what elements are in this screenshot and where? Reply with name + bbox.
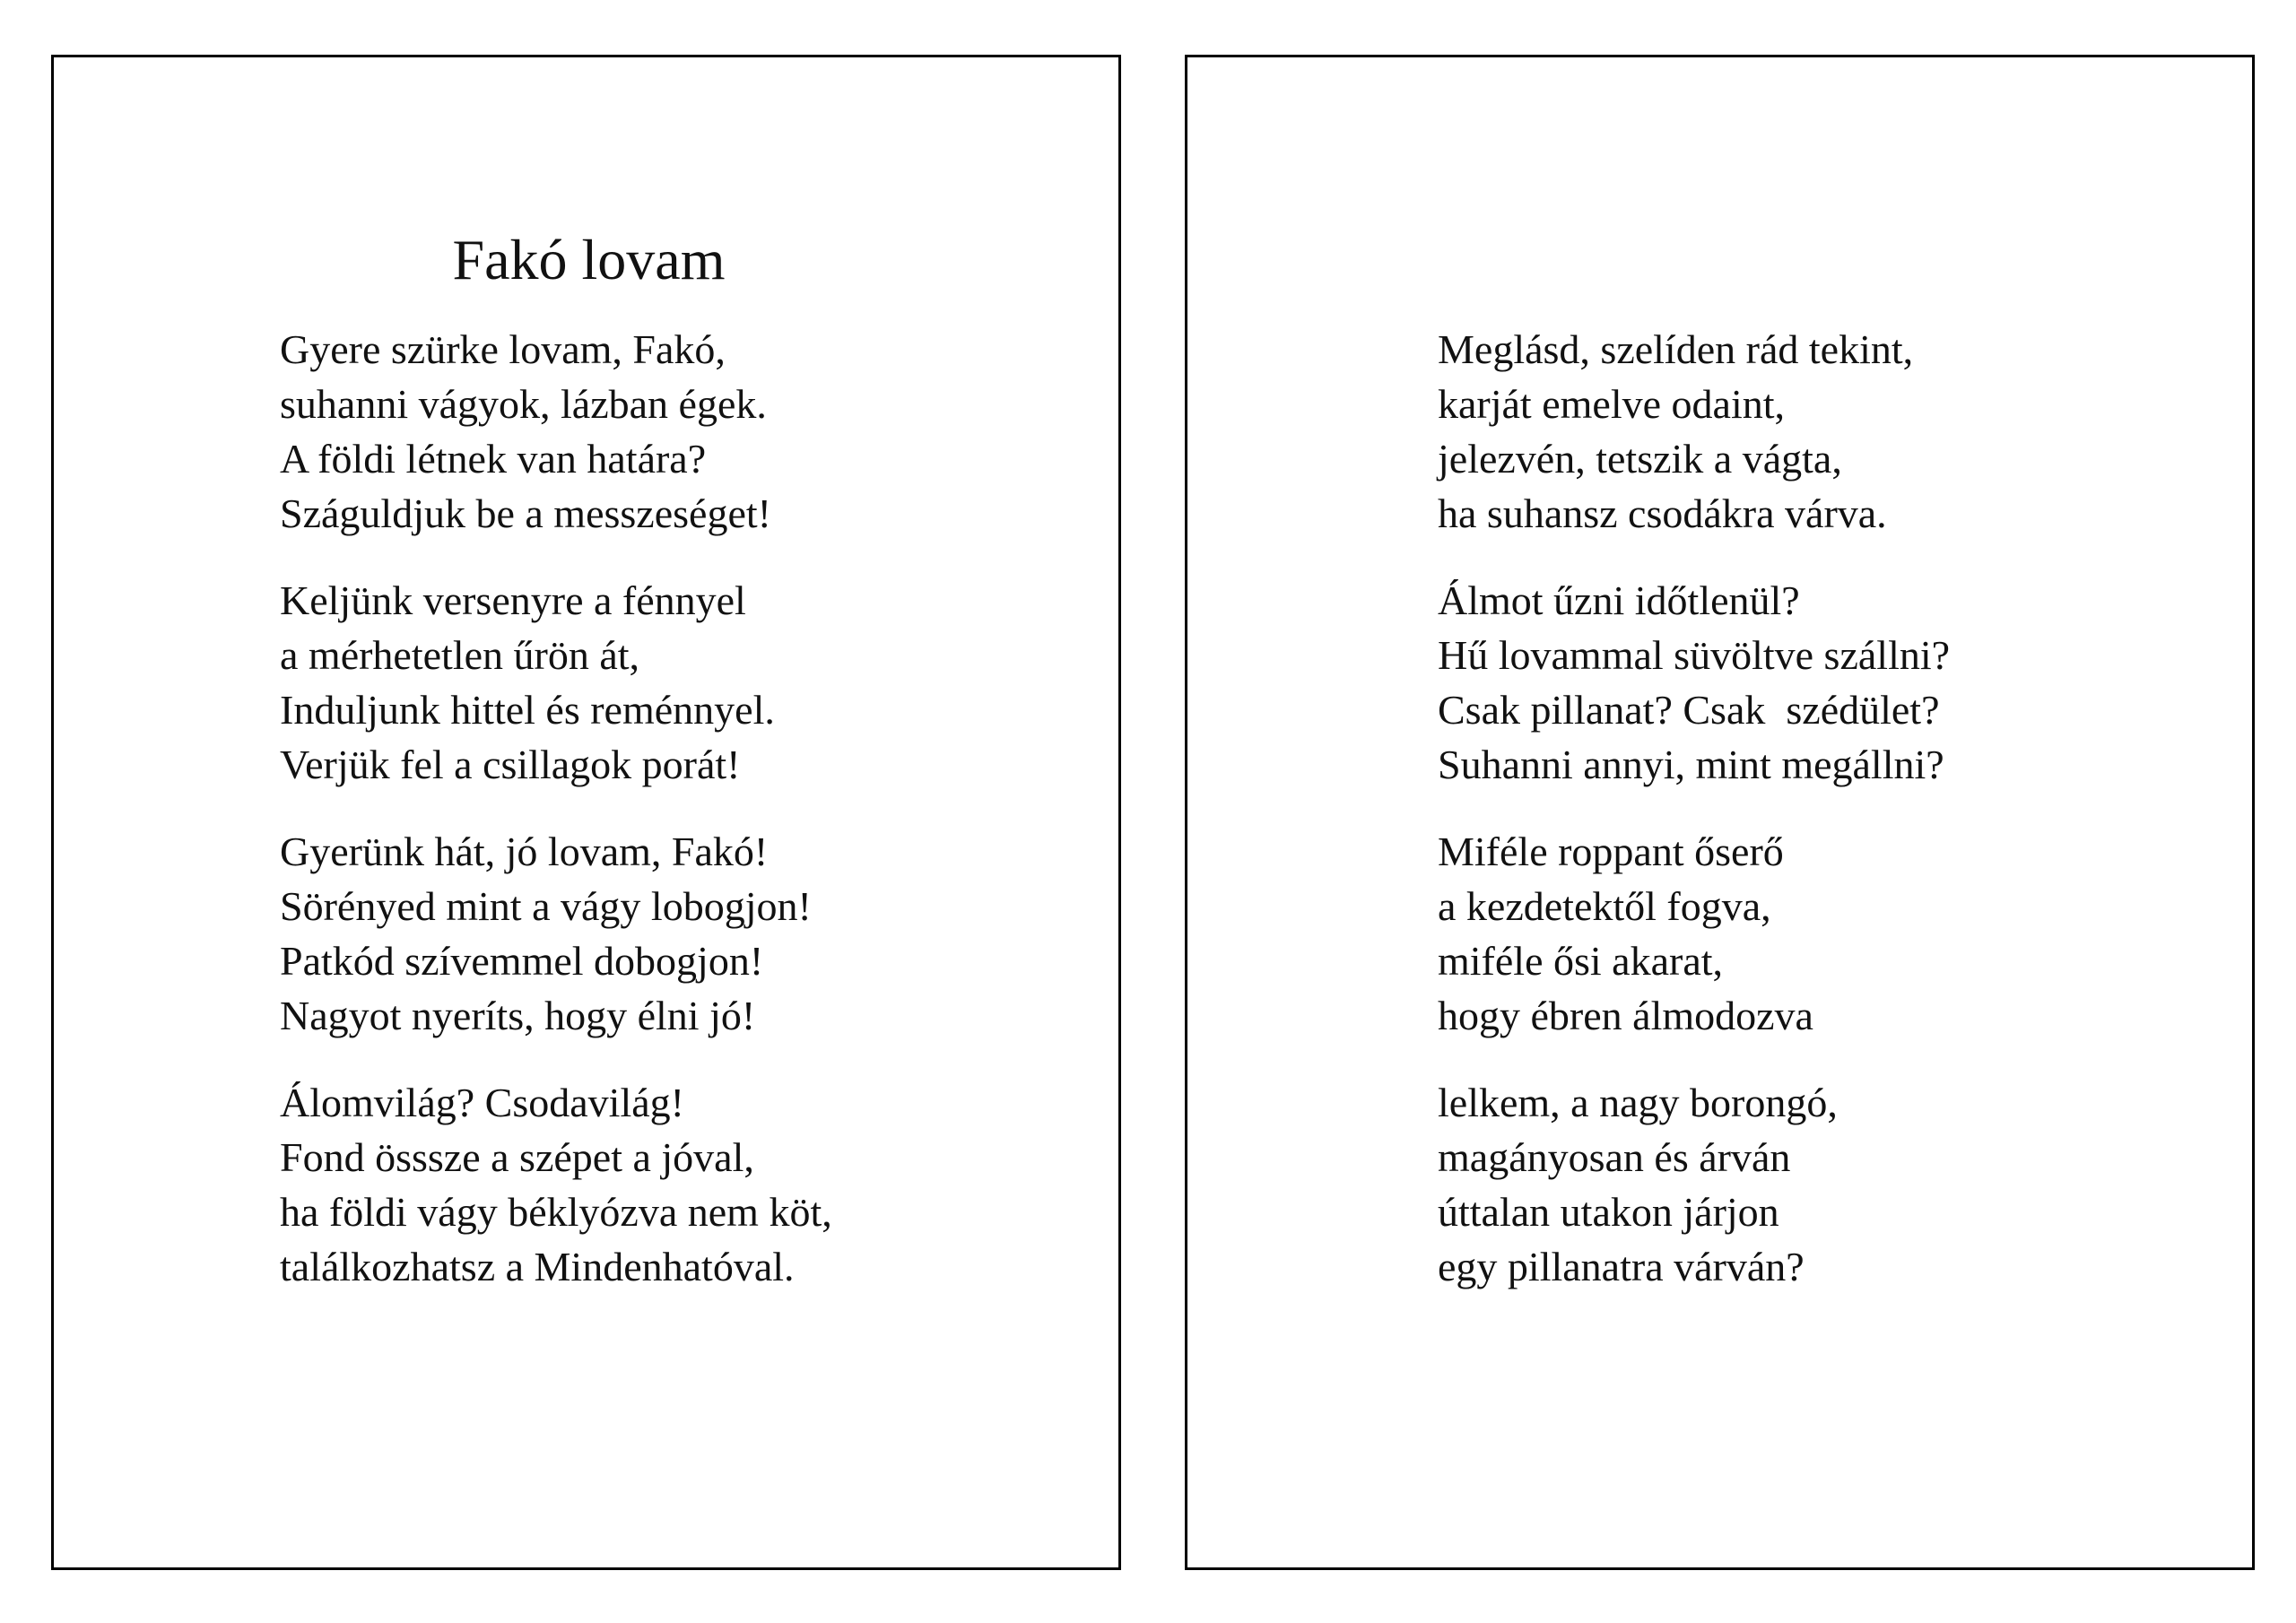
poem-line: karját emelve odaint, [1438,381,1786,427]
poem-line: A földi létnek van határa? [280,436,707,482]
poem-line: ha földi vágy béklyózva nem köt, [280,1189,832,1235]
poem-line: Gyerünk hát, jó lovam, Fakó! [280,829,769,874]
poem-line: Meglásd, szelíden rád tekint, [1438,326,1914,372]
poem-line: Fond össsze a szépet a jóval, [280,1134,754,1180]
poem-line: a mérhetetlen űrön át, [280,632,640,678]
poem-line: Suhanni annyi, mint megállni? [1438,742,1944,787]
poem-line: találkozhatsz a Mindenhatóval. [280,1244,795,1289]
poem-line: Keljünk versenyre a fénnyel [280,577,746,623]
poem-line: Álomvilág? Csodavilág! [280,1080,684,1125]
poem-line: suhanni vágyok, lázban égek. [280,381,767,427]
poem-line: Verjük fel a csillagok porát! [280,742,741,787]
right-page-stanzas [1438,322,1950,1326]
poem-line: Sörényed mint a vágy lobogjon! [280,883,812,929]
poem-line: Induljunk hittel és reménnyel. [280,687,775,733]
poem-line: magányosan és árván [1438,1134,1791,1180]
stanza [280,1075,832,1294]
poem-line: miféle ősi akarat, [1438,938,1724,984]
poem-line: hogy ébren álmodozva [1438,993,1813,1038]
poem-line: Hű lovammal süvöltve szállni? [1438,632,1951,678]
poem-line: ha suhansz csodákra várva. [1438,490,1887,536]
stanza [1438,322,1950,541]
poem-line: Gyere szürke lovam, Fakó, [280,326,726,372]
poem-line: lelkem, a nagy borongó, [1438,1080,1838,1125]
stanza [280,824,832,1043]
stanza [1438,824,1950,1043]
poem-line: Miféle roppant őserő [1438,829,1784,874]
poem-title: Fakó lovam [452,228,726,291]
poem-line: jelezvén, tetszik a vágta, [1438,436,1842,482]
poem-line: Patkód szívemmel dobogjon! [280,938,764,984]
stanza [280,322,832,541]
stanza [1438,573,1950,792]
poem-line: Álmot űzni időtlenül? [1438,577,1800,623]
poem-line: Nagyot nyeríts, hogy élni jó! [280,993,756,1038]
stanza [1438,1075,1950,1294]
left-page [51,55,1121,1570]
poem-line: a kezdetektől fogva, [1438,883,1771,929]
stanza [280,573,832,792]
poem-line: Csak pillanat? Csak szédület? [1438,687,1940,733]
right-page [1185,55,2255,1570]
poem-line: úttalan utakon járjon [1438,1189,1779,1235]
poem-line: egy pillanatra várván? [1438,1244,1805,1289]
poem-line: Száguldjuk be a messzeséget! [280,490,771,536]
left-page-stanzas [280,322,832,1326]
